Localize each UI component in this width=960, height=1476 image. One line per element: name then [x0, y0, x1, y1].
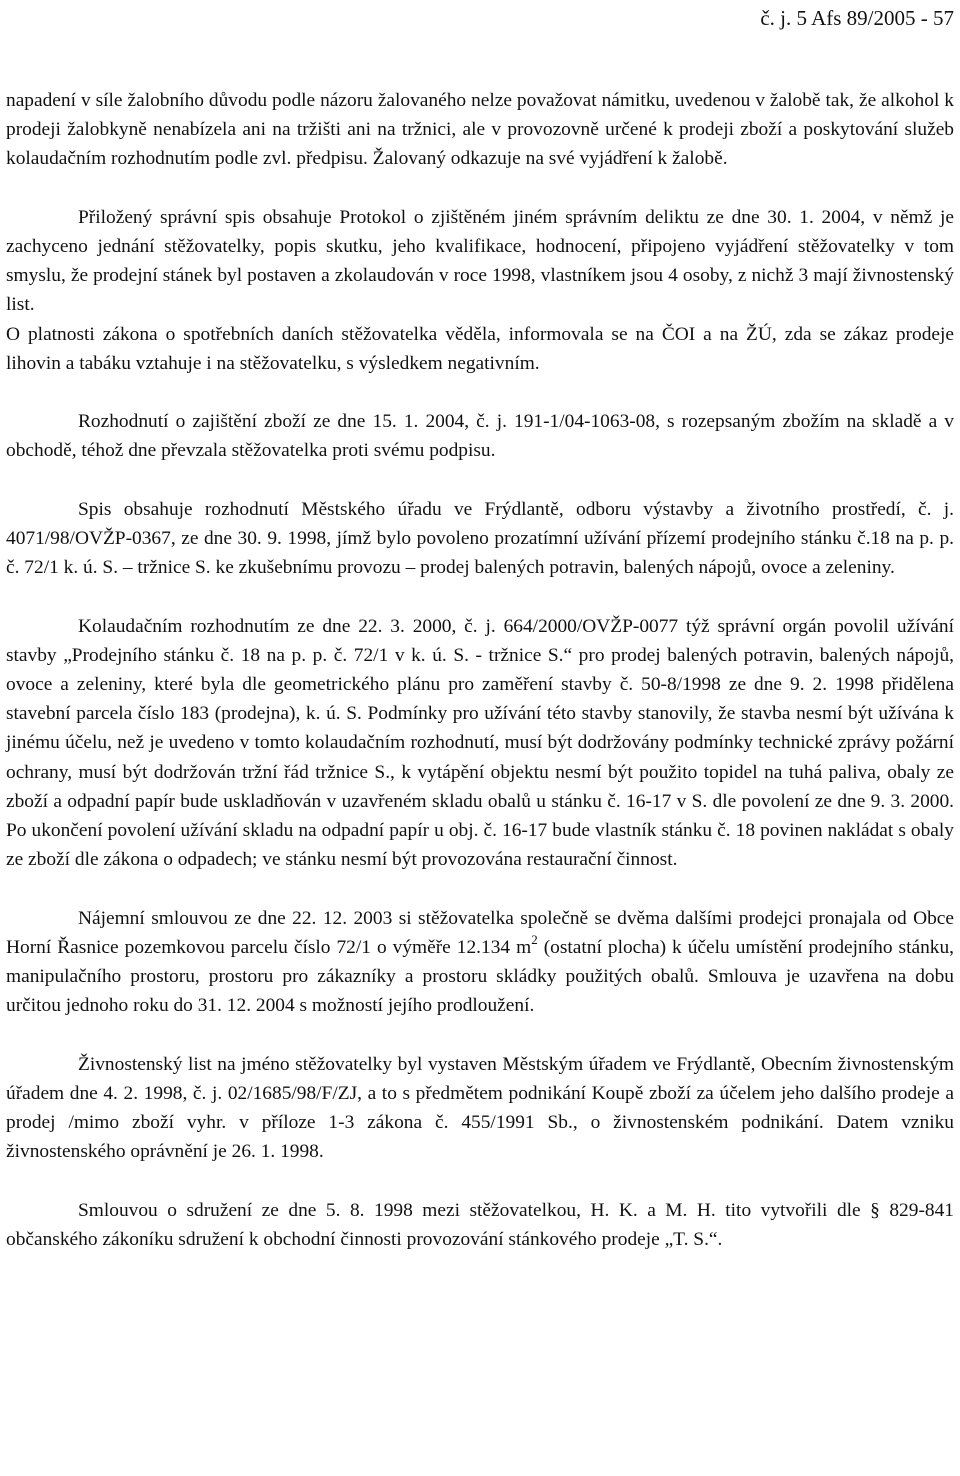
- document-body: [6, 86, 954, 1254]
- paragraph-trade-license: Živnostenský list na jméno stěžovatelky byl vystaven Městským úřadem ve Frýdlantě, Obecním živnostenským úřadem dne 4. 2. 1998, č. j. 02/1685/98/F/ZJ, a to s předmětem podnikání Koupě zboží za účelem jeho dalšího prodeje a prodej /mimo zboží vyhr. v příloze 1-3 zákona č. 455/1991 Sb., o živnostenském podnikání. Datem vzniku živnostenského oprávnění je 26. 1. 1998.: [6, 1053, 954, 1163]
- paragraph-continuation: napadení v síle žalobního důvodu podle názoru žalovaného nelze považovat námitku, uvedenou v žalobě tak, že alkohol k prodeji žalobkyně nenabízela ani na tržišti ani na tržnici, ale v provozovně určené k prodeji zboží a poskytování služeb kolaudačním rozhodnutím podle zvl. předpisu. Žalovaný odkazuje na své vyjádření k žalobě.: [6, 90, 954, 170]
- paragraph-association-agreement: Smlouvou o sdružení ze dne 5. 8. 1998 mezi stěžovatelkou, H. K. a M. H. tito vytvořili dle § 829-841 občanského zákoníku sdružení k obchodní činnosti provozování stánkového prodeje „T. S.“.: [6, 1199, 954, 1250]
- paragraph-lease-agreement: [6, 904, 954, 1021]
- lease-text-before: Nájemní smlouvou ze dne 22. 12. 2003 si stěžovatelka společně se dvěma dalšími prodejci pronajala od Obce Horní Řasnice pozemkovou parcelu číslo 72/1 o výměře 12.134 m: [6, 907, 954, 958]
- case-reference-header: č. j. 5 Afs 89/2005 - 57: [760, 6, 954, 30]
- paragraph-protocol: Přiložený správní spis obsahuje Protokol o zjištěném jiném správním deliktu ze dne 30. 1. 2004, v němž je zachyceno jednání stěžovatelky, popis skutku, jeho kvalifikace, hodnocení, připojeno vyjádření stěžovatelky v tom smyslu, že prodejní stánek byl postaven a zkolaudován v roce 1998, vlastníkem jsou 4 osoby, z nichž 3 mají živnostenský list.: [6, 206, 954, 316]
- paragraph-seizure-decision: Rozhodnutí o zajištění zboží ze dne 15. 1. 2004, č. j. 191-1/04-1063-08, s rozepsaným zbožím na skladě a v obchodě, téhož dne převzala stěžovatelka proti svému podpisu.: [6, 411, 954, 462]
- area-superscript: 2: [531, 931, 538, 947]
- paragraph-occupancy-decision: Kolaudačním rozhodnutím ze dne 22. 3. 2000, č. j. 664/2000/OVŽP-0077 týž správní orgán povolil užívání stavby „Prodejního stánku č. 18 na p. p. č. 72/1 v k. ú. S. - tržnice S.“ pro prodej balených potravin, balených nápojů, ovoce a zeleniny, které byla dle geometrického plánu pro zaměření stavby č. 50-8/1998 ze dne 9. 2. 1998 přidělena stavební parcela číslo 183 (prodejna), k. ú. S. Podmínky pro užívání této stavby stanovily, že stavba nesmí být užívána k jinému účelu, než je uvedeno v tomto kolaudačním rozhodnutí, musí být dodržovány podmínky technické zprávy požární ochrany, musí být dodržován tržní řád tržnice S., k vytápění objektu nesmí být použito topidel na tuhá paliva, obaly ze zboží a odpadní papír bude uskladňován v uzavřeném skladu obalů u stánku č. 16-17 v S. dle povolení ze dne 9. 3. 2000. Po ukončení povolení užívání skladu na odpadní papír u obj. č. 16-17 bude vlastník stánku č. 18 povinen nakládat s obaly ze zboží dle zákona o odpadech; ve stánku nesmí být provozována restaurační činnost.: [6, 615, 954, 871]
- lease-text-after: (ostatní plocha) k účelu umístění prodejního stánku, manipulačního prostoru, prostoru pro zákazníky a prostoru skládky použitých obalů. Smlouva je uzavřena na dobu určitou jednoho roku do 31. 12. 2004 s možností jejího prodloužení.: [6, 936, 955, 1017]
- paragraph-temporary-use: Spis obsahuje rozhodnutí Městského úřadu ve Frýdlantě, odboru výstavby a životního prostředí, č. j. 4071/98/OVŽP-0367, ze dne 30. 9. 1998, jímž bylo povoleno prozatímní užívání přízemí prodejního stánku č.18 na p. p. č. 72/1 k. ú. S. – tržnice S. ke zkušebnímu provozu – prodej balených potravin, balených nápojů, ovoce a zeleniny.: [6, 498, 954, 579]
- paragraph-protocol-cont: O platnosti zákona o spotřebních daních stěžovatelka věděla, informovala se na ČOI a na ŽÚ, zda se zákaz prodeje lihovin a tabáku vztahuje i na stěžovatelku, s výsledkem negativním.: [6, 323, 954, 374]
